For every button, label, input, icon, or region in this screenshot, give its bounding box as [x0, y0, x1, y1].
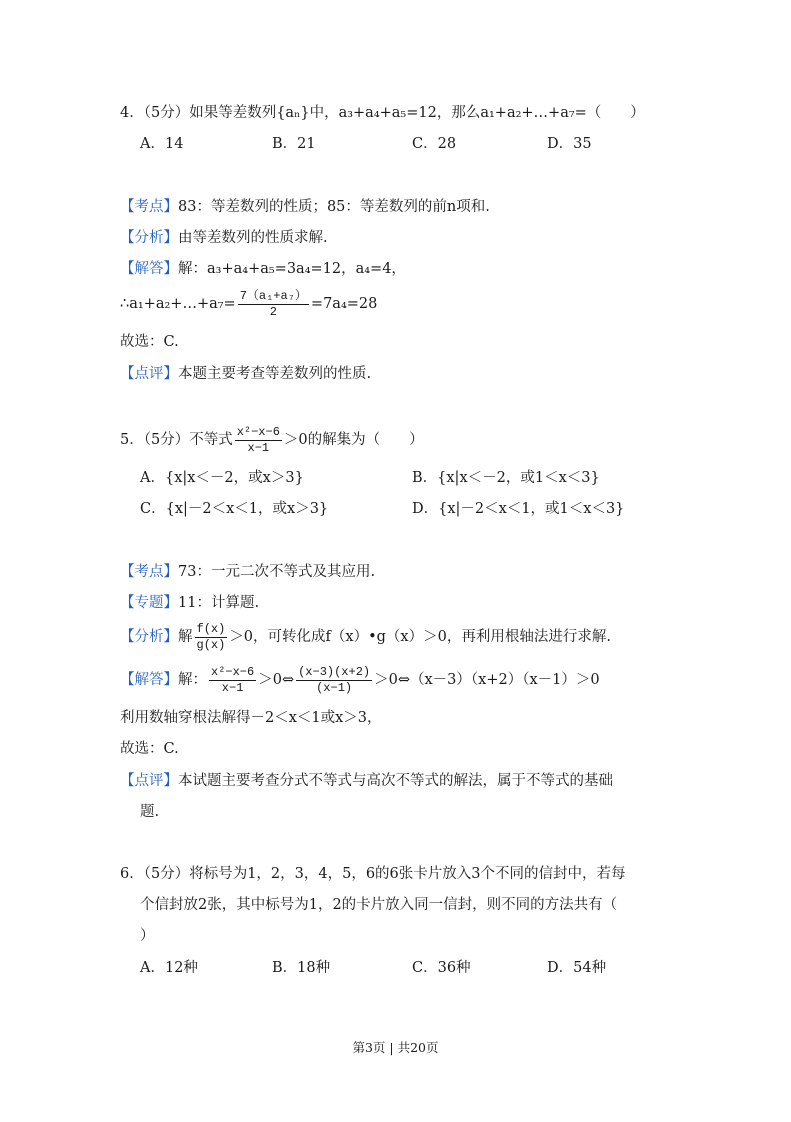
fenxi-text: 由等差数列的性质求解.	[178, 230, 328, 246]
zhuanti-tag: 【专题】	[120, 595, 178, 611]
fenxi-tag: 【分析】	[120, 230, 178, 246]
kaodian-tag: 【考点】	[120, 564, 178, 580]
q4-stem: 4．（5分）如果等差数列{aₙ}中，a₃+a₄+a₅=12，那么a₁+a₂+…+a₇=（ ）	[120, 105, 645, 121]
q5-fenxi	[120, 617, 611, 657]
q5-zhuanti	[120, 593, 259, 613]
q6-stem-line2: 个信封放2张，其中标号为1，2的卡片放入同一信封，则不同的方法共有（	[140, 897, 618, 913]
q5-jieda-line2: 利用数轴穿根法解得－2＜x＜1或x＞3，	[120, 710, 382, 726]
dianping-tag: 【点评】	[120, 366, 178, 382]
q4-option-c: C．28	[412, 136, 457, 152]
q4-option-d: D．35	[547, 136, 592, 152]
q4-guxuan: 故选：C.	[120, 334, 179, 350]
page-footer: 第3页 | 共20页	[352, 1040, 439, 1055]
jieda-tag: 【解答】	[120, 672, 178, 688]
kaodian-tag: 【考点】	[120, 199, 178, 215]
jieda-text: 解：a₃+a₄+a₅=3a₄=12，a₄=4，	[178, 261, 406, 277]
fenxi-tag: 【分析】	[120, 629, 178, 645]
q5-fenxi-frac-num: f(x)	[196, 621, 226, 636]
q6-option-c: C．36种	[412, 960, 471, 976]
dianping-tag: 【点评】	[120, 773, 178, 789]
dianping-text: 本题主要考查等差数列的性质.	[178, 366, 372, 382]
q5-dianping	[120, 771, 613, 791]
fenxi-post: ＞0，可转化成f（x）•g（x）＞0，再利用根轴法进行求解.	[229, 629, 611, 645]
jieda-pre: 解：	[178, 672, 207, 688]
q6-option-b: B．18种	[272, 960, 331, 976]
q5-stem-post: ＞0的解集为（ ）	[283, 432, 424, 448]
q5-stem-frac-num: x²−x−6	[236, 424, 280, 439]
q4-fraction	[238, 289, 309, 320]
q4-option-a: A．14	[140, 136, 184, 152]
q5-jieda-frac2-den: (x−1)	[316, 680, 353, 695]
q4-jieda	[120, 259, 406, 279]
q5-jieda-frac1-den: x−1	[221, 680, 244, 695]
jieda-post: ＞0⇔（x－3）（x+2）（x－1）＞0	[374, 672, 600, 688]
q5-stem-frac-den: x−1	[247, 440, 270, 455]
q4-frac-num: 7（a₁+a₇）	[239, 288, 307, 303]
q4-frac-den: 2	[269, 304, 277, 319]
fenxi-pre: 解	[178, 629, 193, 645]
jieda-mid: ＞0⇔	[258, 672, 295, 688]
q5-jieda	[120, 660, 600, 700]
q5-jieda-fraction-2	[296, 665, 372, 696]
q5-option-b: B．{x|x＜－2，或1＜x＜3}	[412, 470, 600, 486]
q4-jieda-line2	[120, 284, 377, 324]
q4-line2-pre: ∴a₁+a₂+…+a₇=	[120, 296, 236, 312]
q5-kaodian	[120, 562, 375, 582]
q5-stem	[120, 420, 424, 460]
jieda-tag: 【解答】	[120, 261, 178, 277]
q6-option-d: D．54种	[547, 960, 607, 976]
q5-guxuan: 故选：C.	[120, 741, 179, 757]
q6-stem-line1: 6．（5分）将标号为1，2，3，4，5，6的6张卡片放入3个不同的信封中，若每	[120, 866, 626, 882]
q5-jieda-frac2-num: (x−3)(x+2)	[298, 664, 371, 679]
q5-jieda-fraction-1	[209, 665, 256, 696]
q4-option-b: B．21	[272, 136, 316, 152]
q4-line2-post: =7a₄=28	[310, 296, 378, 312]
q4-kaodian	[120, 197, 490, 217]
q5-jieda-frac1-num: x²−x−6	[211, 664, 255, 679]
q4-fenxi	[120, 228, 328, 248]
q6-stem-line3: ）	[140, 928, 155, 944]
kaodian-text: 73：一元二次不等式及其应用.	[178, 564, 376, 580]
q5-option-a: A．{x|x＜－2，或x＞3}	[140, 470, 304, 486]
dianping-text: 本试题主要考查分式不等式与高次不等式的解法，属于不等式的基础	[178, 773, 613, 789]
q6-option-a: A．12种	[140, 960, 198, 976]
q5-stem-pre: 5．（5分）不等式	[120, 432, 233, 448]
q5-stem-fraction	[235, 425, 282, 456]
q4-dianping	[120, 364, 371, 384]
q5-option-d: D．{x|－2＜x＜1，或1＜x＜3}	[412, 501, 625, 517]
q5-option-c: C．{x|－2＜x＜1，或x＞3}	[140, 501, 329, 517]
q5-dianping-line2: 题.	[140, 804, 160, 820]
kaodian-text: 83：等差数列的性质；85：等差数列的前n项和.	[178, 199, 490, 215]
zhuanti-text: 11：计算题.	[178, 595, 260, 611]
q5-fenxi-fraction	[195, 622, 228, 653]
q5-fenxi-frac-den: g(x)	[196, 637, 226, 652]
